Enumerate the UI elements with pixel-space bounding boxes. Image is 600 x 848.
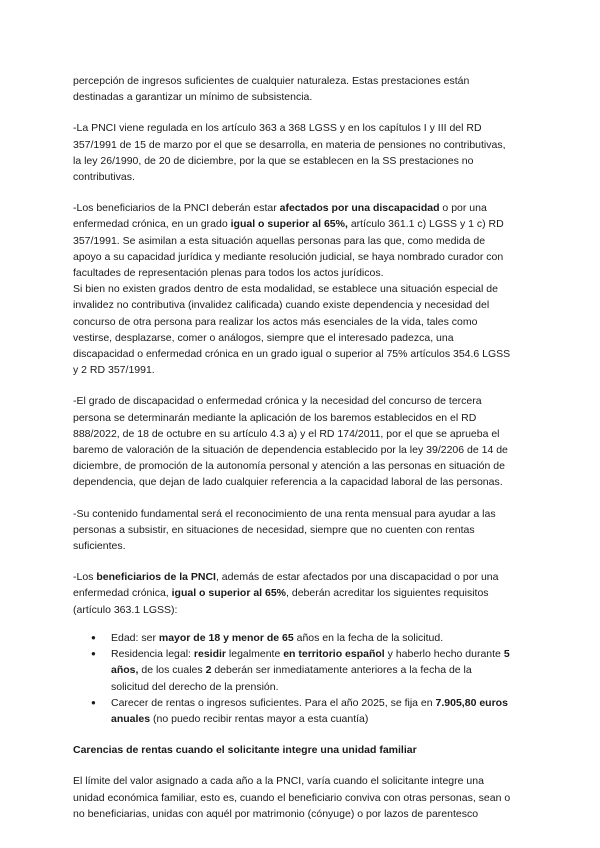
bold-run: 7.905,80 euros anuales xyxy=(111,696,508,725)
text-run: (no puedo recibir rentas mayor a esta cuantía) xyxy=(150,712,369,725)
text-run: Si bien no existen grados dentro de esta modalidad, se establece una situación especial de invalidez no contributiva (invalidez calificada) cuando existe dependencia y necesidad del concurso de otra persona para realizar los actos más esenciales de la vida, tales como vestirse, desplazarse, comer o análogos, siempre que el interesado padezca, una discapacidad o enfermedad crónica en un grado igual o superior al 75% artículos 354.6 LGSS y 2 RD 357/1991. xyxy=(73,283,511,377)
text-run: -La PNCI viene regulada en los artículo 363 a 368 LGSS y en los capítulos I y III del RD 357/1991 de 15 de marzo por el que se desarrolla, en materia de pensiones no contributivas, la ley 26/1990, de 20 de diciembre, por la que se establecen en la SS prestaciones no contributivas. xyxy=(73,122,506,184)
text-run: Carecer de rentas o ingresos suficientes. Para el año 2025, se fija en xyxy=(111,696,436,709)
text-run: legalmente xyxy=(226,648,284,661)
paragraph-requirements xyxy=(73,569,512,618)
paragraph-family-unit xyxy=(73,773,512,822)
text-run: El límite del valor asignado a cada año a la PNCI, varía cuando el solicitante integre una unidad económica familiar, esto es, cuando el beneficiario conviva con otras personas, sean o no beneficiarias, unidas con aquél por matrimonio (cónyuge) o por lazos de parentesco xyxy=(73,775,511,820)
paragraph-content xyxy=(73,506,512,555)
bold-run: igual o superior al 65% xyxy=(171,587,287,600)
text-run: Edad: ser xyxy=(111,631,159,644)
list-item-residence xyxy=(91,646,512,695)
text-run: -Su contenido fundamental será el reconocimiento de una renta mensual para ayudar a las personas a subsistir, en situaciones de necesidad, siempre que no cuenten con rentas suficientes. xyxy=(73,507,496,553)
bullet-icon: ● xyxy=(91,697,96,707)
text-run: deberán ser inmediatamente anteriores a la fecha de la solicitud del derecho de la prensión. xyxy=(111,664,472,693)
text-run: -El grado de discapacidad o enfermedad crónica y la necesidad del concurso de tercera persona se determinarán mediante la aplicación de los baremos establecidos en el RD 888/2022, de 18 de octubre en su artículo 4.3 a) y el RD 174/2011, por el que se aprueba el baremo de valoración de la situación de dependencia establecido por la ley 39/2206 de 14 de diciembre, de promoción de la autonomía personal y atención a las personas en situación de dependencia, que dejan de lado cualquier referencia a la capacidad laboral de las personas. xyxy=(73,395,508,489)
list-item-income xyxy=(91,695,512,727)
bold-run: mayor de 18 y menor de 65 xyxy=(158,631,294,644)
bullet-icon: ● xyxy=(91,632,96,642)
text-run: y haberlo hecho durante xyxy=(384,648,504,661)
bold-run: residir xyxy=(193,648,226,661)
text-run: años en la fecha de la solicitud. xyxy=(293,631,444,644)
bold-run: beneficiarios de la PNCI xyxy=(96,571,216,584)
text-run: -Los xyxy=(73,571,97,584)
section-heading: Carencias de rentas cuando el solicitante integre una unidad familiar xyxy=(73,744,417,757)
paragraph-regulation xyxy=(73,120,512,185)
text-run: , además de estar afectados por una discapacidad o por una enfermedad crónica, xyxy=(73,571,499,600)
requirements-list xyxy=(73,630,512,727)
text-run: de los cuales xyxy=(138,664,206,677)
bold-run: igual o superior al 65%, xyxy=(230,218,348,231)
text-run: Residencia legal: xyxy=(111,648,194,661)
bullet-icon: ● xyxy=(91,649,96,659)
paragraph-beneficiaries xyxy=(73,200,512,281)
text-run: -Los beneficiarios de la PNCI deberán estar xyxy=(73,202,280,215)
text-run: , deberán acreditar los siguientes requisitos (artículo 363.1 LGSS): xyxy=(73,587,489,616)
paragraph-qualified-invalidity xyxy=(73,281,512,378)
bold-run: en territorio español xyxy=(283,648,385,661)
paragraph-degree-assessment xyxy=(73,393,512,490)
text-run: percepción de ingresos suficientes de cualquier naturaleza. Estas prestaciones están destinadas a garantizar un mínimo de subsistencia. xyxy=(73,75,470,104)
bold-run: afectados por una discapacidad xyxy=(279,202,440,215)
bold-run: 5 años, xyxy=(111,648,510,677)
list-item-age xyxy=(91,630,512,646)
bold-run: 2 xyxy=(205,664,212,677)
text-run: o por una enfermedad crónica, en un grado xyxy=(73,202,487,231)
paragraph-subsistence xyxy=(73,73,512,105)
text-run: artículo 361.1 c) LGSS y 1 c) RD 357/1991. Se asimilan a esta situación aquellas personas para las que, como medida de apoyo a su capacidad jurídica y mediante resolución judicial, se haya nombrado curador con facultades de representación plenas para todos los actos jurídicos. xyxy=(73,218,504,280)
